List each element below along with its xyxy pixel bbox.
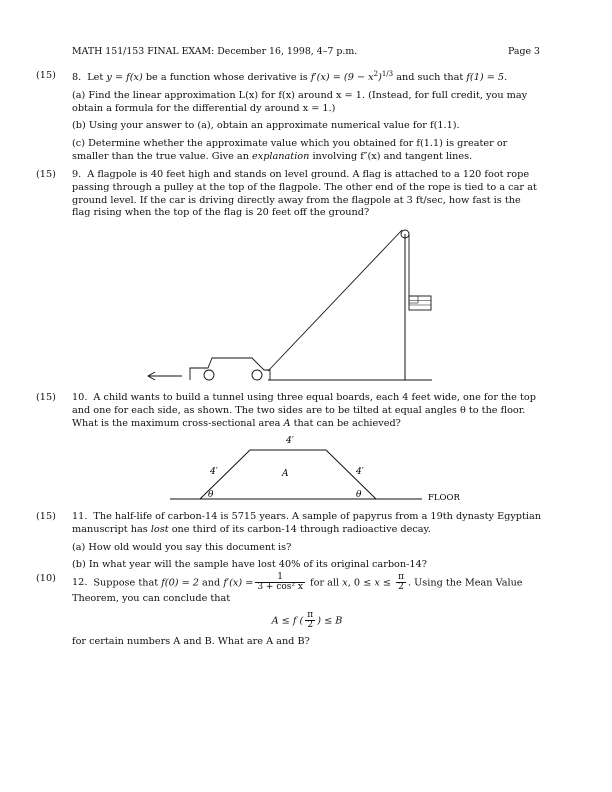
- problem-12-text-part: ≤: [379, 577, 395, 589]
- problem-8-part-c: [72, 138, 542, 164]
- problem-12-text-part: and: [198, 577, 224, 589]
- problem-10: [36, 392, 542, 435]
- derivative-fraction: [255, 573, 305, 593]
- problem-10-number: 10.: [72, 392, 88, 403]
- fraction-numerator: π: [398, 572, 404, 582]
- problem-12-text-part: Suppose that: [93, 577, 162, 589]
- problem-8-points: (15): [36, 70, 56, 81]
- problem-11-points: (15): [36, 511, 56, 522]
- problem-11-part-a: (a) How old would you say this document is?: [72, 541, 292, 553]
- problem-8-part-c-text: involving f″(x) and tangent lines.: [309, 150, 473, 162]
- problem-8-stem-text: be a function whose derivative is: [142, 72, 311, 83]
- inequality-right: ) ≤ B: [317, 615, 343, 627]
- problem-8-stem-text: and such that: [393, 72, 467, 83]
- problem-11-body: The half-life of carbon-14 is 5715 years. A sample of papyrus from a 19th dynasty Egyptian manuscript has: [72, 511, 542, 535]
- problem-8-part-c-emph: explanation: [252, 150, 310, 162]
- problem-8-stem: [72, 70, 542, 85]
- problem-9-number: 9.: [72, 169, 82, 180]
- problem-10-text: [72, 392, 542, 430]
- fraction-denominator: 2: [398, 582, 404, 593]
- tunnel-figure: [160, 432, 480, 504]
- pi-over-two-fraction: [396, 573, 406, 593]
- floor-label: FLOOR: [428, 493, 460, 503]
- theta-right-label: θ: [356, 490, 362, 500]
- problem-12: [36, 573, 542, 653]
- problem-8: [36, 70, 542, 169]
- problem-12-math: x: [374, 577, 380, 589]
- problem-12-question: for certain numbers A and B. What are A and B?: [72, 635, 310, 647]
- problem-10-area-symbol: A: [283, 417, 291, 429]
- problem-8-stem-math: f(1) = 5: [466, 72, 505, 83]
- problem-11-text: [72, 511, 542, 537]
- rope-to-car: [268, 230, 402, 371]
- fraction-numerator: 1: [255, 573, 305, 583]
- problem-8-part-b: (b) Using your answer to (a), obtain an approximate numerical value for f(1.1).: [72, 120, 460, 132]
- problem-12-math: f(0) = 2: [161, 577, 199, 589]
- left-board-label: 4′: [210, 467, 218, 477]
- problem-8-stem-math: y = f(x): [106, 72, 143, 83]
- problem-8-exp: 2: [373, 70, 379, 78]
- top-board-label: 4′: [286, 436, 294, 446]
- fraction-numerator: π: [307, 609, 314, 620]
- problem-8-part-a: (a) Find the linear approximation L(x) for f(x) around x = 1. (Instead, for full credit, you may obtain a formula for the differential dy around x = 1.): [72, 89, 528, 114]
- fraction-denominator: 2: [307, 620, 314, 631]
- car-wheel-front: [252, 370, 262, 380]
- problem-11-number: 11.: [72, 511, 88, 522]
- problem-9-text: [72, 169, 542, 220]
- problem-11-part-b: (b) In what year will the sample have lost 40% of its original carbon-14?: [72, 559, 427, 571]
- problem-8-stem-text: .: [504, 72, 508, 83]
- problem-9-points: (15): [36, 169, 56, 180]
- problem-10-points: (15): [36, 392, 56, 403]
- problem-12-text: [72, 573, 542, 606]
- car-wheel-rear: [204, 370, 214, 380]
- problem-12-math: x: [342, 577, 348, 589]
- problem-8-part-c-text: (c) Determine whether the approximate value which you obtained for f(1.1) is greater or smaller than the true value. Give an: [72, 138, 508, 162]
- problem-12-points: (10): [36, 573, 56, 584]
- problem-12-text-part: . Using the Mean Value Theorem, you can conclude that: [72, 577, 523, 604]
- problem-11-body: one third of its carbon-14 through radioactive decay.: [168, 523, 431, 535]
- problem-8-exp: 1/3: [381, 70, 394, 78]
- inequality-left: A ≤ f (: [271, 615, 304, 627]
- problem-12-inequality: [72, 611, 542, 631]
- problem-8-derivative: ): [378, 72, 382, 83]
- right-board-label: 4′: [356, 467, 364, 477]
- problem-10-body: A child wants to build a tunnel using three equal boards, each 4 feet wide, one for the top and one for each side, as shown. The two sides are to be tilted at equal angles θ to the floor. What is the maximum cross-sectional area: [72, 392, 536, 429]
- problem-12-math: f′(x) =: [223, 577, 254, 589]
- flagpole-figure: [140, 222, 440, 384]
- problem-12-text-part: , 0 ≤: [347, 577, 375, 589]
- problem-8-stem-text: Let: [87, 72, 107, 83]
- problem-9-body: A flagpole is 40 feet high and stands on level ground. A flag is attached to a 120 foot rope passing through a pulley at the top of the flagpole. The other end of the rope is tied to a car at ground level. If the car is driving directly away from the flagpole at 3 ft/sec, how fast is the flag rising when the top of the flag is 20 feet off the ground?: [72, 169, 537, 219]
- problem-8-derivative: f′(x) = (9 − x: [310, 72, 374, 83]
- problem-10-body: that can be achieved?: [290, 417, 401, 429]
- problem-11: [36, 511, 542, 577]
- exam-title: MATH 151/153 FINAL EXAM: December 16, 1998, 4–7 p.m.: [72, 46, 358, 57]
- problem-12-text-part: for all: [306, 577, 343, 589]
- theta-left-label: θ: [208, 490, 214, 500]
- problem-11-emph: lost: [150, 523, 169, 535]
- area-label: A: [282, 469, 289, 479]
- pi-over-two-fraction: [305, 611, 315, 631]
- problem-9: [36, 169, 542, 225]
- problem-8-number: 8.: [72, 72, 82, 83]
- problem-12-number: 12.: [72, 577, 88, 589]
- fraction-denominator: 3 + cos² x: [257, 582, 303, 593]
- page-number: Page 3: [508, 46, 540, 57]
